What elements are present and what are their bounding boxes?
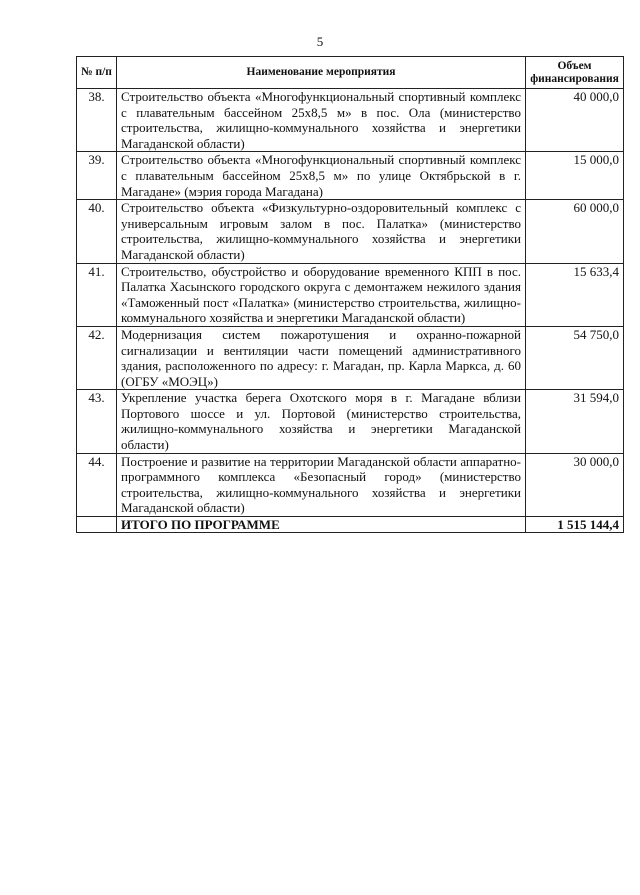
header-num: № п/п	[77, 57, 117, 89]
total-row	[77, 517, 624, 533]
table-row	[77, 152, 624, 200]
header-amount: Объем финансирования	[526, 57, 624, 89]
row-number: 44.	[77, 453, 117, 516]
table-row	[77, 200, 624, 263]
row-number: 40.	[77, 200, 117, 263]
row-name: Строительство, обустройство и оборудование временного КПП в пос. Палатка Хасынского городского округа с демонтажем нежилого здания «Таможенный пост «Палатка» (министерство строительства, жилищно-коммунального хозяйства и энергетики Магаданской области)	[117, 263, 526, 326]
row-number: 39.	[77, 152, 117, 200]
row-amount: 15 633,4	[526, 263, 624, 326]
row-amount: 54 750,0	[526, 326, 624, 389]
table-header-row	[77, 57, 624, 89]
row-number: 42.	[77, 326, 117, 389]
program-table	[76, 56, 624, 533]
total-label: ИТОГО ПО ПРОГРАММЕ	[117, 517, 526, 533]
row-name: Укрепление участка берега Охотского моря в г. Магадане вблизи Портового шоссе и ул. Портовой (министерство строительства, жилищно-коммунального хозяйства и энергетики Магаданской области)	[117, 390, 526, 453]
table-row	[77, 263, 624, 326]
row-number: 41.	[77, 263, 117, 326]
table-row	[77, 453, 624, 516]
total-amount: 1 515 144,4	[526, 517, 624, 533]
row-name: Строительство объекта «Физкультурно-оздоровительный комплекс с универсальным игровым залом в пос. Палатка» (министерство строительства, жилищно-коммунального хозяйства и энергетики Магаданской области)	[117, 200, 526, 263]
table-row	[77, 326, 624, 389]
table-row	[77, 390, 624, 453]
header-name: Наименование мероприятия	[117, 57, 526, 89]
total-number	[77, 517, 117, 533]
table-row	[77, 89, 624, 152]
row-number: 43.	[77, 390, 117, 453]
row-amount: 30 000,0	[526, 453, 624, 516]
page-number: 5	[316, 34, 324, 49]
row-amount: 15 000,0	[526, 152, 624, 200]
row-amount: 40 000,0	[526, 89, 624, 152]
row-amount: 60 000,0	[526, 200, 624, 263]
row-name: Строительство объекта «Многофункциональный спортивный комплекс с плавательным бассейном 25х8,5 м» по улице Октябрьской в г. Магадане» (мэрия города Магадана)	[117, 152, 526, 200]
row-number: 38.	[77, 89, 117, 152]
row-amount: 31 594,0	[526, 390, 624, 453]
row-name: Строительство объекта «Многофункциональный спортивный комплекс с плавательным бассейном 25х8,5 м» в пос. Ола (министерство строительства, жилищно-коммунального хозяйства и энергетики Магаданской области)	[117, 89, 526, 152]
row-name: Построение и развитие на территории Магаданской области аппаратно-программного комплекса «Безопасный город» (министерство строительства, жилищно-коммунального хозяйства и энергетики Магаданской области)	[117, 453, 526, 516]
row-name: Модернизация систем пожаротушения и охранно-пожарной сигнализации и вентиляции части помещений административного здания, расположенного по адресу: г. Магадан, пр. Карла Маркса, д. 60 (ОГБУ «МОЭЦ»)	[117, 326, 526, 389]
